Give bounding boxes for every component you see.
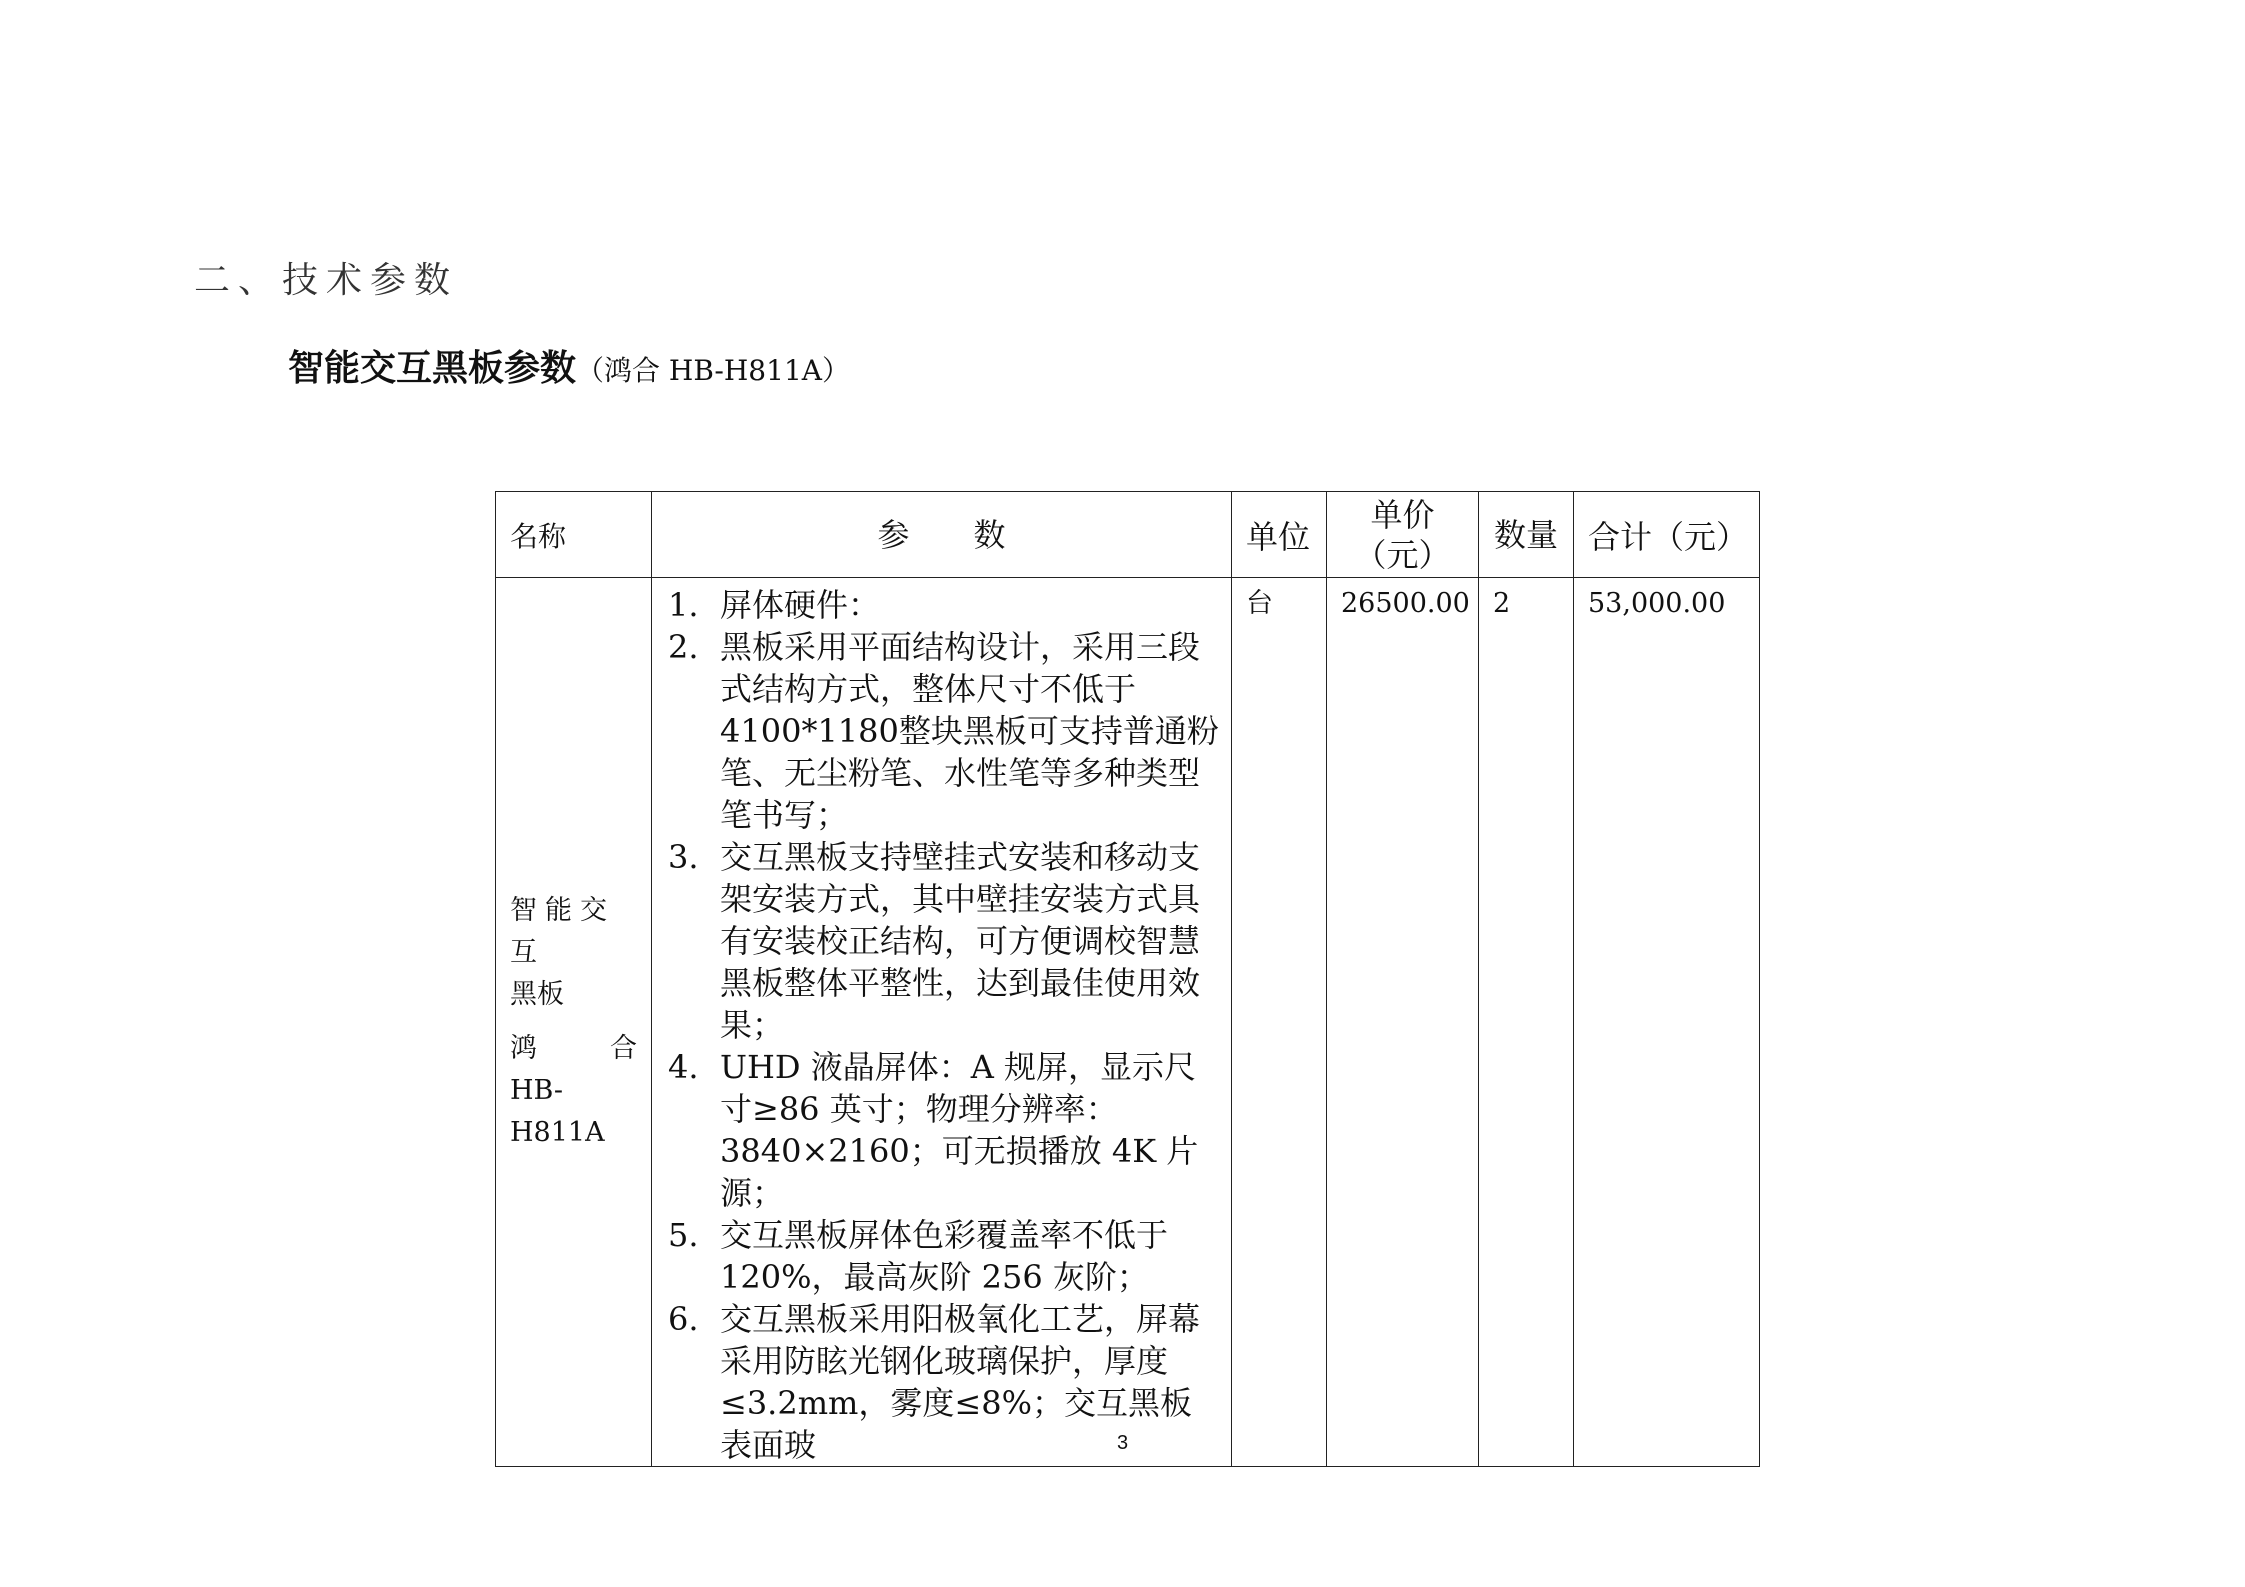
list-item [664, 626, 1219, 836]
list-item-text: UHD 液晶屏体：A 规屏，显示尺寸≥86 英寸；物理分辨率：3840×2160；可无损播放 4K 片源； [720, 1048, 1199, 1212]
product-brand [510, 1028, 637, 1070]
page-number: 3 [1116, 1432, 1129, 1454]
list-item-text: 屏体硬件： [720, 586, 881, 624]
total-cell: 53,000.00 [1574, 578, 1760, 1467]
quantity-cell: 2 [1479, 578, 1574, 1467]
product-name-line1: 智能交互 [510, 895, 615, 968]
header-quantity: 数量 [1479, 492, 1574, 578]
params-cell [652, 578, 1232, 1467]
header-total: 合计（元） [1574, 492, 1760, 578]
header-name: 名称 [496, 492, 652, 578]
header-params: 参 数 [652, 492, 1232, 578]
header-unit-price-line1: 单价 [1370, 495, 1435, 534]
list-item-number: 2. [668, 628, 699, 666]
table-header-row [496, 492, 1760, 578]
product-name-cell [496, 578, 652, 1467]
list-item-number: 1. [668, 586, 699, 624]
list-item [664, 1046, 1219, 1214]
list-item-text: 交互黑板采用阳极氧化工艺，屏幕采用防眩光钢化玻璃保护，厚度≤3.2mm，雾度≤8%；交互黑板表面玻 [720, 1300, 1201, 1464]
table-row [496, 578, 1760, 1467]
list-item [664, 836, 1219, 1046]
list-item-text: 交互黑板支持壁挂式安装和移动支架安装方式，其中壁挂安装方式具有安装校正结构，可方便调校智慧黑板整体平整性，达到最佳使用效果； [720, 838, 1201, 1044]
product-brand-char1: 鸿 [510, 1033, 537, 1064]
spec-table [495, 491, 1760, 1467]
sub-heading-title: 智能交互黑板参数 [288, 347, 577, 389]
sub-heading-model: （鸿合 HB-H811A） [576, 354, 850, 387]
list-item-number: 4. [668, 1048, 699, 1086]
list-item-number: 6. [668, 1300, 699, 1338]
list-item-number: 3. [668, 838, 699, 876]
header-unit-price-line2: （元） [1354, 535, 1451, 574]
header-unit: 单位 [1232, 492, 1327, 578]
unit-cell: 台 [1232, 578, 1327, 1467]
unit-price-cell: 26500.00 [1327, 578, 1479, 1467]
sub-heading [288, 340, 850, 391]
list-item [664, 584, 1219, 626]
product-name-line2: 黑板 [510, 979, 564, 1010]
list-item [664, 1214, 1219, 1298]
list-item-number: 5. [668, 1216, 699, 1254]
section-heading: 二、技术参数 [194, 260, 459, 301]
header-unit-price [1327, 492, 1479, 578]
product-brand-char2: 合 [610, 1033, 637, 1064]
params-list [664, 584, 1219, 1466]
list-item-text: 交互黑板屏体色彩覆盖率不低于120%，最高灰阶 256 灰阶； [720, 1216, 1169, 1296]
list-item-text: 黑板采用平面结构设计，采用三段式结构方式，整体尺寸不低于4100*1180整块黑板可支持普通粉笔、无尘粉笔、水性笔等多种类型笔书写； [720, 628, 1219, 834]
product-model: HB-H811A [510, 1075, 605, 1148]
